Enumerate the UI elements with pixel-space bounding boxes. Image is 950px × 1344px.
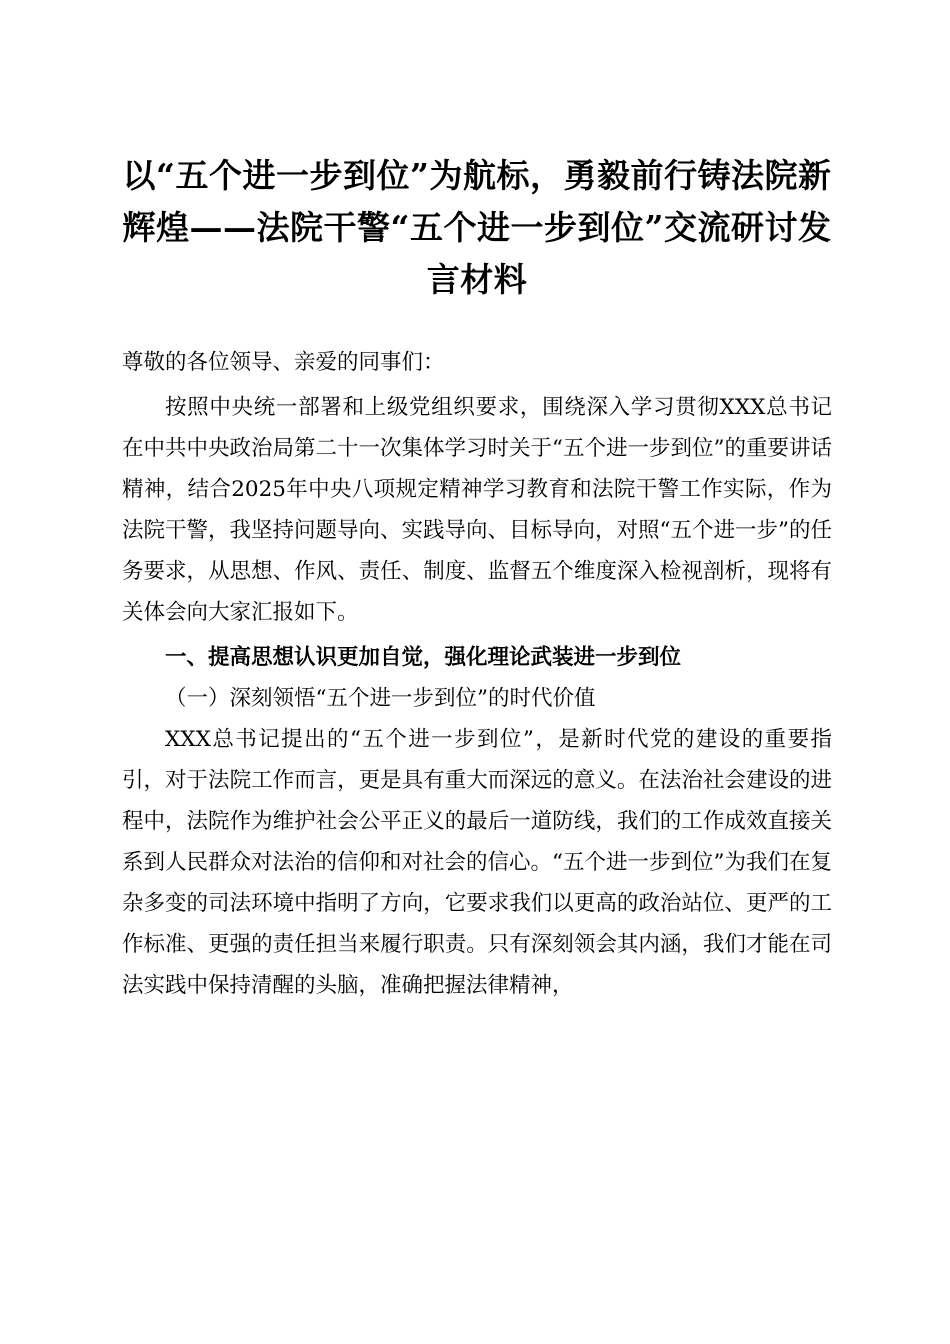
salutation: 尊敬的各位领导、亲爱的同事们： bbox=[122, 350, 445, 375]
paragraph-body-1: XXX总书记提出的“五个进一步到位”，是新时代党的建设的重要指引，对于法院工作而言，更是具有重大而深远的意义。在法治社会建设的进程中，法院作为维护社会公平正义的最后一道防线，我们的工作成效直接关系到人民群众对法治的信仰和对社会的信心。“五个进一步到位”为我们在复杂多变的司法环境中指明了方向，它要求我们以更高的政治站位、更严的工作标准、更强的责任担当来履行职责。只有深刻领会其内涵，我们才能在司法实践中保持清醒的头脑，准确把握法律精神， bbox=[122, 727, 832, 998]
paragraph-intro: 按照中央统一部署和上级党组织要求，围绕深入学习贯彻XXX总书记在中共中央政治局第二十一次集体学习时关于“五个进一步到位”的重要讲话精神，结合2025年中央八项规定精神学习教育和法院干警工作实际，作为法院干警，我坚持问题导向、实践导向、目标导向，对照“五个进一步”的任务要求，从思想、作风、责任、制度、监督五个维度深入检视剖析，现将有关体会向大家汇报如下。 bbox=[122, 395, 832, 625]
page-title: 以“五个进一步到位”为航标，勇毅前行铸法院新辉煌——法院干警“五个进一步到位”交流研讨发言材料 bbox=[122, 156, 832, 299]
section-heading-1: 一、提高思想认识更加自觉，强化理论武装进一步到位 bbox=[165, 645, 682, 670]
subsection-heading-1: （一）深刻领悟“五个进一步到位”的时代价值 bbox=[165, 686, 596, 711]
